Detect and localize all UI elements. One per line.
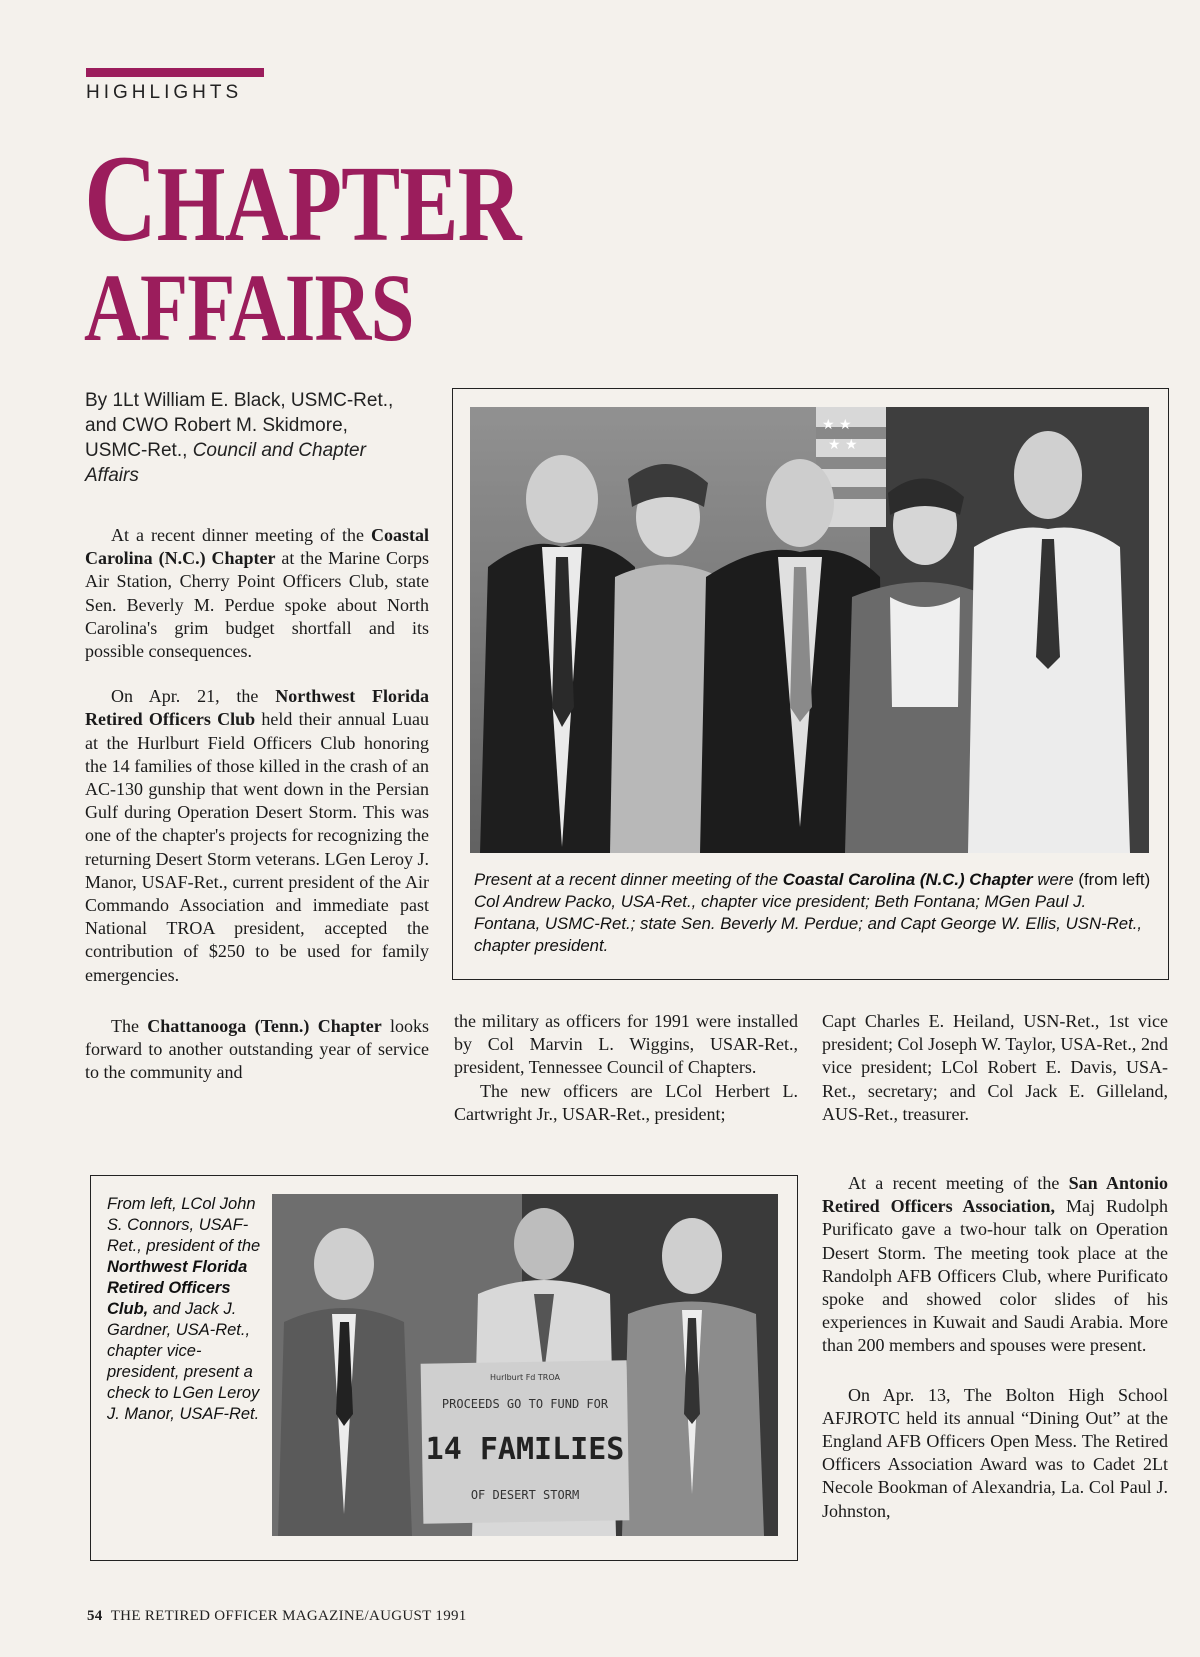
text: On Apr. 21, the — [111, 686, 276, 707]
page-number: 54 — [87, 1608, 103, 1624]
photo-box-dinner — [452, 388, 1169, 980]
text: at the Marine Corps Air Station, Cherry Point Officers Club, state Sen. Beverly M. Perdue spoke about North Carolina's grim budget shortfall and its possible consequences. — [85, 548, 430, 662]
column-3-bottom — [822, 1172, 1168, 1545]
paragraph — [85, 524, 429, 663]
text: At a recent meeting of the — [848, 1173, 1069, 1193]
photo-caption — [107, 1194, 267, 1425]
check-presentation-photo — [272, 1194, 778, 1536]
text: looks forward to another outstanding year of service to the community and — [85, 1015, 430, 1083]
text: Present at a recent dinner meeting of the — [474, 870, 783, 889]
publication-line: THE RETIRED OFFICER MAGAZINE/AUGUST 1991 — [110, 1608, 467, 1624]
text: The — [111, 1015, 148, 1036]
text: (from left) — [1078, 870, 1151, 889]
byline-authors: By 1Lt William E. Black, USMC-Ret., and CWO Robert M. Skidmore, USMC-Ret., — [85, 390, 394, 461]
title-initial: C — [84, 130, 157, 267]
chapter-name: Northwest Florida Retired Officers Club, — [107, 1258, 248, 1318]
chapter-name: Northwest Florida Retired Officers Club — [85, 686, 429, 730]
text: were — [1032, 870, 1079, 889]
photo-caption — [474, 869, 1154, 957]
chapter-name: Coastal Carolina (N.C.) Chapter — [85, 525, 429, 569]
byline-department: Council and Chapter Affairs — [85, 440, 366, 486]
dinner-photo — [470, 407, 1149, 853]
text: At a recent dinner meeting of the — [111, 525, 371, 545]
svg-text:★ ★: ★ ★ — [822, 417, 852, 433]
paragraph — [85, 685, 429, 987]
text: Maj Rudolph Purificato gave a two-hour talk on Operation Desert Storm. The meeting took place at the Randolph AFB Officers Club, where Purificato spoke and showed color slides of his experiences in Kuwait and Saudi Arabia. More than 200 members and spouses were present. — [822, 1196, 1168, 1356]
photo-box-check — [90, 1175, 798, 1561]
text: and Jack J. Gardner, USA-Ret., chapter vice-president, present a check to LGen Leroy J. Manor, USAF-Ret. — [107, 1300, 260, 1423]
title-line2: AFFAIRS — [84, 253, 414, 361]
column-1 — [85, 524, 429, 1106]
chapter-name: Chattanooga (Tenn.) Chapter — [147, 1015, 382, 1036]
paragraph — [85, 1015, 429, 1085]
page-title — [84, 130, 521, 361]
paragraph: The new officers are LCol Herbert L. Cartwright Jr., USAR-Ret., president; — [454, 1080, 798, 1124]
organization-name: San Antonio Retired Officers Association, — [822, 1173, 1169, 1217]
title-line1: HAPTER — [156, 145, 521, 264]
sign-org: Hurlburt Fd TROA — [489, 1373, 561, 1382]
paragraph: the military as officers for 1991 were installed by Col Marvin L. Wiggins, USAR-Ret., president, Tennessee Council of Chapters. — [454, 1011, 798, 1078]
text: Col Andrew Packo, USA-Ret., chapter vice president; Beth Fontana; MGen Paul J. Fontana, USMC-Ret.; state Sen. Beverly M. Perdue; and Capt George W. Ellis, USN-Ret., chapter president. — [474, 892, 1143, 955]
chapter-name: Coastal Carolina (N.C.) Chapter — [782, 870, 1033, 889]
check-sign — [421, 1360, 630, 1524]
kicker-rule — [86, 68, 264, 77]
paragraph — [822, 1172, 1168, 1358]
paragraph: Capt Charles E. Heiland, USN-Ret., 1st vice president; Col Joseph W. Taylor, USA-Ret., 2nd vice president; LCol Robert E. Davis, USA-Ret., secretary; and Col Jack E. Gilleland, AUS-Ret., treasurer. — [822, 1011, 1168, 1124]
svg-text:★ ★: ★ ★ — [828, 437, 858, 453]
sign-line1: PROCEEDS GO TO FUND FOR — [441, 1397, 609, 1411]
text: held their annual Luau at the Hurlburt Field Officers Club honoring the 14 families of those killed in the crash of an AC-130 gunship that went down in the Persian Gulf during Operation Desert Storm. This was one of the chapter's projects for recognizing the returning Desert Storm veterans. LGen Leroy J. Manor, USAF-Ret., current president of the Air Commando Association and immediate past National TROA president, accepted the contribution of $250 to be used for family emergencies. — [85, 709, 429, 985]
section-kicker: HIGHLIGHTS — [86, 82, 243, 103]
column-3-top — [822, 1010, 1168, 1148]
byline — [85, 388, 415, 488]
sign-line2: 14 FAMILIES — [425, 1432, 625, 1467]
page-footer — [87, 1608, 467, 1625]
sign-line3: OF DESERT STORM — [470, 1488, 580, 1502]
column-2 — [454, 1010, 798, 1126]
text: From left, LCol John S. Connors, USAF-Ret., president of the — [107, 1195, 261, 1255]
paragraph: On Apr. 13, The Bolton High School AFJROTC held its annual “Dining Out” at the England AFB Officers Open Mess. The Retired Officers Association Award was to Cadet 2Lt Necole Bookman of Alexandria, La. Col Paul J. Johnston, — [822, 1384, 1168, 1521]
